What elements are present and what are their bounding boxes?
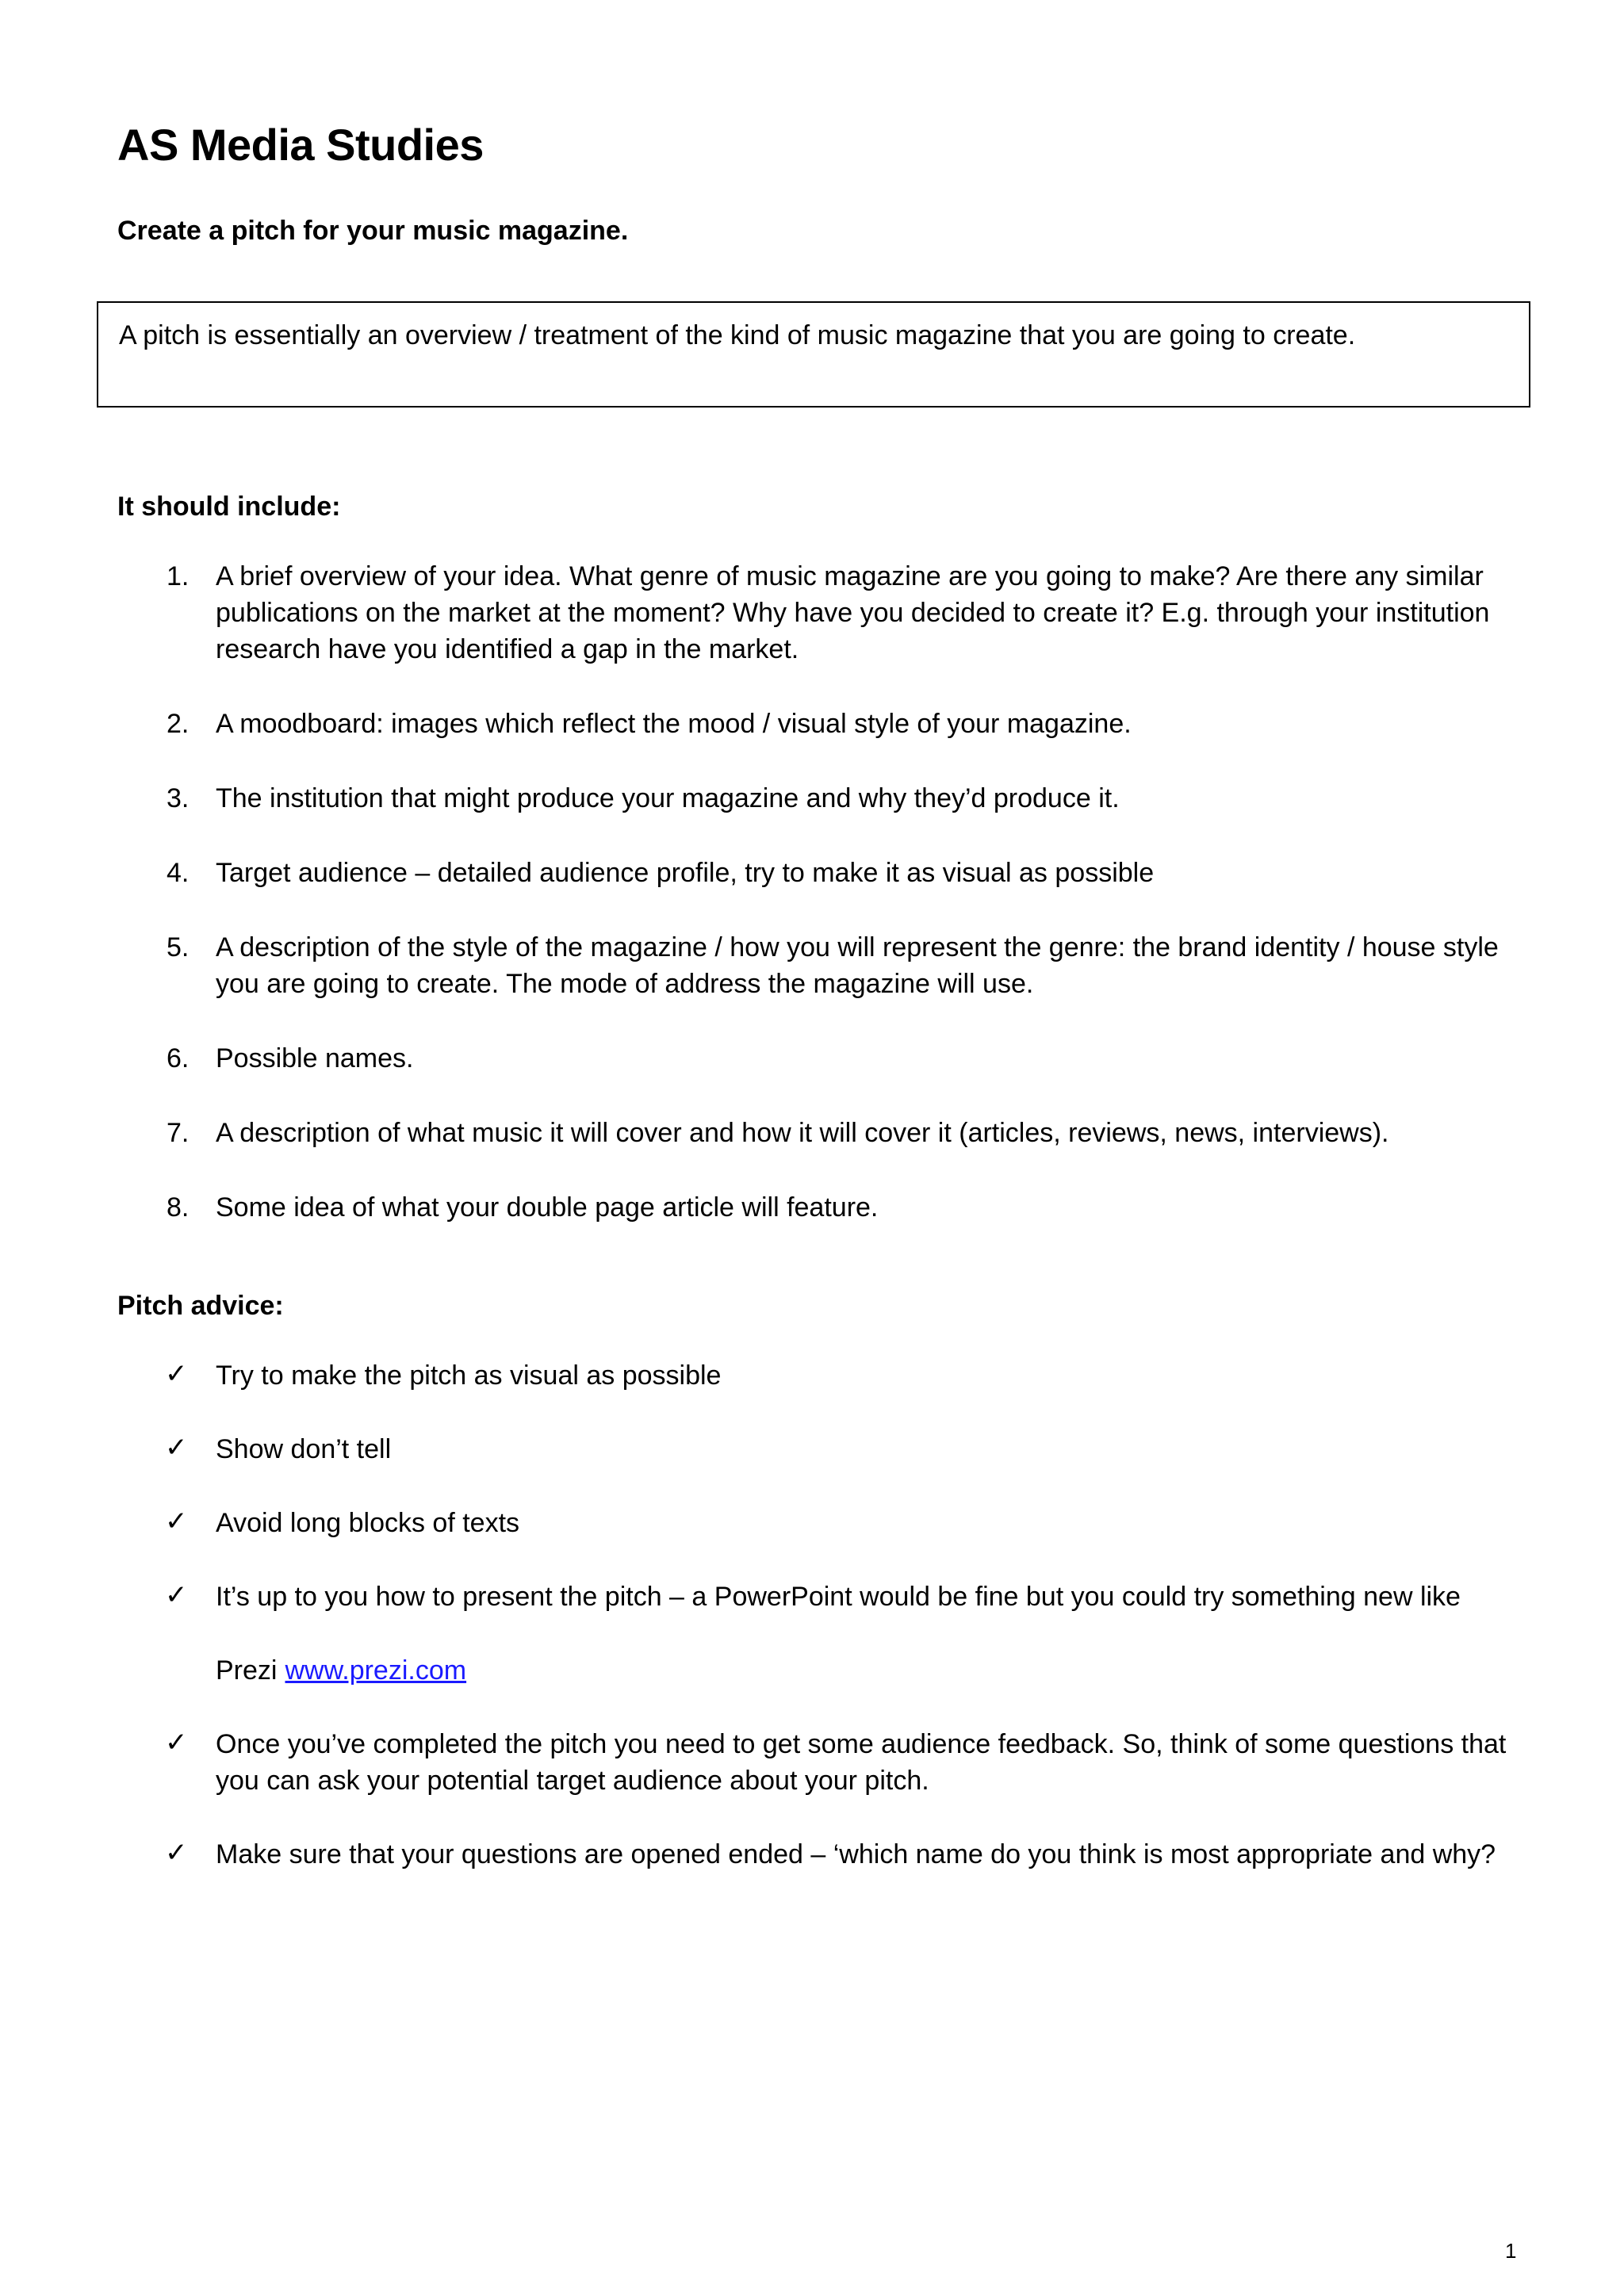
advice-list	[117, 1357, 1530, 1910]
checkmark-icon: ✓	[165, 1432, 188, 1464]
include-text: Target audience – detailed audience profile, try to make it as visual as possible	[216, 858, 1155, 888]
include-heading: It should include:	[117, 492, 341, 522]
page-number: 1	[1505, 2239, 1517, 2263]
include-item	[117, 1040, 1530, 1077]
include-text: A description of the style of the magazine / how you will represent the genre: the brand identity / house style you are going to create. The mode of address the magazine will use.	[216, 932, 1499, 999]
checkmark-icon: ✓	[165, 1837, 188, 1869]
prezi-label: Prezi	[216, 1655, 278, 1686]
include-text: Possible names.	[216, 1043, 414, 1073]
include-number: 1.	[167, 561, 190, 591]
checkmark-icon: ✓	[165, 1727, 188, 1758]
include-item	[117, 1115, 1530, 1151]
advice-item	[117, 1505, 1530, 1541]
include-number: 8.	[167, 1192, 190, 1223]
intro-text: A pitch is essentially an overview / treatment of the kind of music magazine that you are going to create.	[119, 320, 1356, 350]
advice-text: Try to make the pitch as visual as possible	[216, 1360, 722, 1391]
include-number: 7.	[167, 1118, 190, 1148]
include-text: A moodboard: images which reflect the mood / visual style of your magazine.	[216, 709, 1132, 739]
include-text: A brief overview of your idea. What genre of music magazine are you going to make? Are there any similar publications on the market at the moment? Why have you decided to create it? E.g. through your institution research have you identified a gap in the market.	[216, 561, 1490, 664]
advice-heading: Pitch advice:	[117, 1291, 284, 1321]
include-item	[117, 929, 1530, 1002]
include-text: Some idea of what your double page article will feature.	[216, 1192, 879, 1223]
page-subtitle: Create a pitch for your music magazine.	[117, 216, 629, 246]
include-number: 4.	[167, 858, 190, 888]
include-text: The institution that might produce your magazine and why they’d produce it.	[216, 783, 1120, 813]
include-number: 3.	[167, 783, 190, 813]
advice-text: Once you’ve completed the pitch you need to get some audience feedback. So, think of some questions that you can ask your potential target audience about your pitch.	[216, 1729, 1507, 1796]
advice-item	[117, 1836, 1530, 1873]
include-item	[117, 780, 1530, 817]
advice-text: Show don’t tell	[216, 1434, 392, 1464]
include-number: 5.	[167, 932, 190, 962]
advice-item	[117, 1431, 1530, 1468]
prezi-line	[216, 1652, 1530, 1689]
advice-item	[117, 1357, 1530, 1394]
include-list	[117, 558, 1530, 1264]
advice-text: Avoid long blocks of texts	[216, 1508, 520, 1538]
advice-text: Make sure that your questions are opened ended – ‘which name do you think is most appropriate and why?	[216, 1839, 1496, 1869]
prezi-link[interactable]: www.prezi.com	[285, 1655, 467, 1686]
include-item	[117, 1189, 1530, 1226]
include-item	[117, 706, 1530, 742]
include-number: 2.	[167, 709, 190, 739]
checkmark-icon: ✓	[165, 1579, 188, 1611]
checkmark-icon: ✓	[165, 1358, 188, 1390]
advice-text: It’s up to you how to present the pitch – a PowerPoint would be fine but you could try something new like	[216, 1582, 1461, 1612]
advice-item	[117, 1726, 1530, 1799]
intro-box	[97, 301, 1530, 408]
include-number: 6.	[167, 1043, 190, 1073]
page-title: AS Media Studies	[117, 120, 484, 170]
checkmark-icon: ✓	[165, 1506, 188, 1537]
include-text: A description of what music it will cover and how it will cover it (articles, reviews, news, interviews).	[216, 1118, 1389, 1148]
include-item	[117, 855, 1530, 891]
include-item	[117, 558, 1530, 668]
advice-item	[117, 1578, 1530, 1689]
